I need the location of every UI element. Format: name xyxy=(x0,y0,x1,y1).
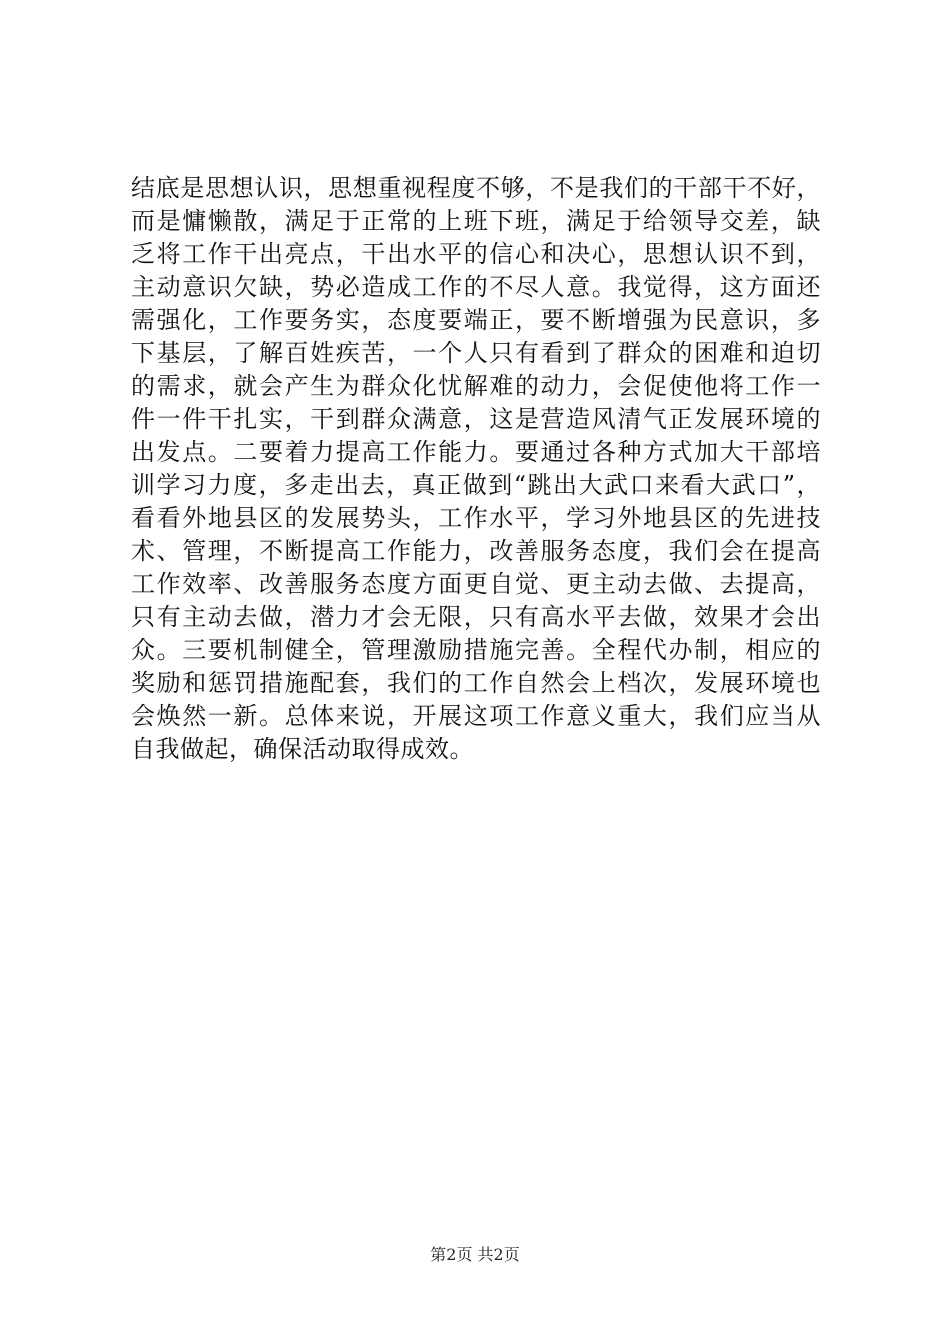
text-line: 结底是思想认识，思想重视程度不够，不是我们的干部干不好， xyxy=(131,174,821,202)
text-line: 工作效率、改善服务态度方面更自觉、更主动去做、去提高， xyxy=(131,570,821,598)
text-line: 奖励和惩罚措施配套，我们的工作自然会上档次，发展环境也 xyxy=(131,669,821,697)
text-line: 出发点。二要着力提高工作能力。要通过各种方式加大干部培 xyxy=(131,438,821,466)
text-line: 众。三要机制健全，管理激励措施完善。全程代办制，相应的 xyxy=(131,636,821,664)
text-line: 下基层，了解百姓疾苦，一个人只有看到了群众的困难和迫切 xyxy=(131,339,821,367)
text-line: 会焕然一新。总体来说，开展这项工作意义重大，我们应当从 xyxy=(131,702,821,730)
text-line: 需强化，工作要务实，态度要端正，要不断增强为民意识，多 xyxy=(131,306,821,334)
text-line: 术、管理，不断提高工作能力，改善服务态度，我们会在提高 xyxy=(131,537,821,565)
page-number-footer: 第2页 共2页 xyxy=(430,1245,520,1264)
text-line: 而是慵懒散，满足于正常的上班下班，满足于给领导交差，缺 xyxy=(131,207,821,235)
text-line: 只有主动去做，潜力才会无限，只有高水平去做，效果才会出 xyxy=(131,603,821,631)
text-line: 乏将工作干出亮点，干出水平的信心和决心，思想认识不到， xyxy=(131,240,821,268)
text-line: 看看外地县区的发展势头，工作水平，学习外地县区的先进技 xyxy=(131,504,821,532)
body-paragraph xyxy=(131,172,821,766)
text-line: 自我做起，确保活动取得成效。 xyxy=(131,735,474,763)
text-line: 件一件干扎实，干到群众满意，这是营造风清气正发展环境的 xyxy=(131,405,821,433)
text-line: 主动意识欠缺，势必造成工作的不尽人意。我觉得，这方面还 xyxy=(131,273,821,301)
text-line: 训学习力度，多走出去，真正做到“跳出大武口来看大武口”， xyxy=(131,471,821,499)
text-line: 的需求，就会产生为群众化忧解难的动力，会促使他将工作一 xyxy=(131,372,821,400)
